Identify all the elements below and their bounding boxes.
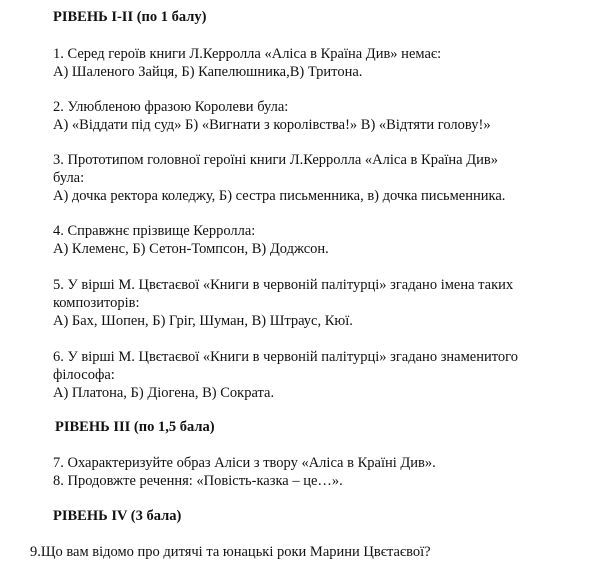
question-2-text: 2. Улюбленою фразою Королеви була:	[53, 99, 289, 115]
question-6-text-cont: філософа:	[53, 367, 115, 383]
question-1-text: 1. Серед героїв книги Л.Керролла «Аліса в Країна Див» немає:	[53, 46, 442, 62]
question-1-options: А) Шаленого Зайця, Б) Капелюшника,В) Тритона.	[53, 64, 363, 80]
question-4-text: 4. Справжнє прізвище Керролла:	[53, 223, 256, 239]
question-5-options: А) Бах, Шопен, Б) Гріг, Шуман, В) Штраус, Кюї.	[53, 313, 353, 329]
question-3-text: 3. Прототипом головної героїні книги Л.Керролла «Аліса в Країна Див»	[53, 152, 498, 168]
question-9-text: 9.Що вам відомо про дитячі та юнацькі роки Марини Цвєтаєвої?	[30, 544, 431, 560]
question-6-options: А) Платона, Б) Діогена, В) Сократа.	[53, 385, 275, 401]
question-8-text: 8. Продовжте речення: «Повість-казка – це…».	[53, 473, 343, 489]
question-5-text: 5. У вірші М. Цвєтаєвої «Книги в червоній палітурці» згадано імена таких	[53, 277, 514, 293]
question-5-text-cont: композиторів:	[53, 295, 140, 311]
question-2-options: А) «Віддати під суд» Б) «Вигнати з королівства!» В) «Відтяти голову!»	[53, 117, 491, 133]
question-7-text: 7. Охарактеризуйте образ Аліси з твору «Аліса в Країні Див».	[53, 455, 436, 471]
question-3-text-cont: була:	[53, 170, 85, 186]
question-4-options: А) Клеменс, Б) Сетон-Томпсон, В) Доджсон.	[53, 241, 329, 257]
section-heading-level-1-2: РІВЕНЬ І-ІІ (по 1 балу)	[53, 9, 207, 25]
question-6-text: 6. У вірші М. Цвєтаєвої «Книги в червоній палітурці» згадано знаменитого	[53, 349, 518, 365]
section-heading-level-4: РІВЕНЬ IV (3 бала)	[53, 508, 182, 524]
question-3-options: А) дочка ректора коледжу, Б) сестра письменника, в) дочка письменника.	[53, 188, 506, 204]
section-heading-level-3: РІВЕНЬ ІІІ (по 1,5 бала)	[55, 419, 215, 435]
